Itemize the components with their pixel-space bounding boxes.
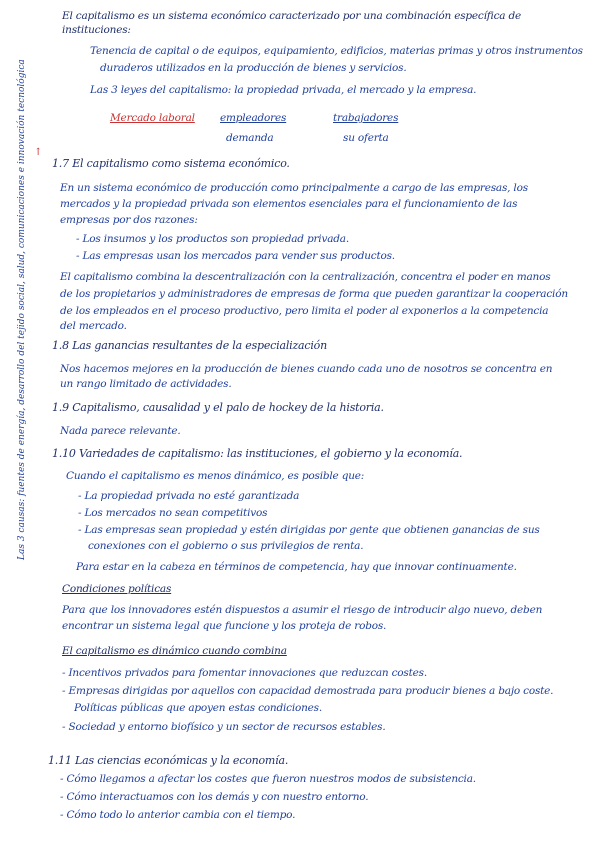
- bullet-line: - Cómo interactuamos con los demás y con nuestro entorno.: [60, 791, 369, 803]
- text-line: Políticas públicas que apoyen estas condiciones.: [74, 702, 323, 714]
- bullet-line: conexiones con el gobierno o sus privilegios de renta.: [88, 540, 364, 552]
- text-line: Para estar en la cabeza en términos de competencia, hay que innovar continuamente.: [76, 561, 517, 573]
- text-line: mercados y la propiedad privada son elementos esenciales para el funcionamiento de las: [60, 198, 518, 210]
- bullet-line: - Cómo llegamos a afectar los costes que fueron nuestros modos de subsistencia.: [60, 773, 476, 785]
- text-line: de los propietarios y administradores de empresas de forma que pueden garantizar la cooperación: [60, 288, 568, 300]
- workers-label: trabajadores: [333, 112, 399, 124]
- section-heading: 1.8 Las ganancias resultantes de la especialización: [52, 339, 327, 352]
- subheading: Condiciones políticas: [62, 583, 172, 595]
- section-heading: 1.11 Las ciencias económicas y la economía.: [48, 754, 289, 767]
- text-line: El capitalismo es un sistema económico caracterizado por una combinación específica de: [62, 10, 522, 22]
- employers-label: empleadores: [220, 112, 287, 124]
- text-line: Para que los innovadores estén dispuestos a asumir el riesgo de introducir algo nuevo, deben: [62, 604, 543, 616]
- text-line: Nos hacemos mejores en la producción de bienes cuando cada uno de nosotros se concentra en: [60, 363, 553, 375]
- bullet-line: - Incentivos privados para fomentar innovaciones que reduzcan costes.: [62, 667, 427, 679]
- text-line: Tenencia de capital o de equipos, equipamiento, edificios, materias primas y otros instrumentos: [90, 45, 583, 57]
- demand-label: demanda: [226, 132, 274, 144]
- bullet-line: - Cómo todo lo anterior cambia con el tiempo.: [60, 809, 296, 821]
- text-line: instituciones:: [62, 24, 131, 36]
- bullet-line: - Sociedad y entorno biofísico y un sector de recursos estables.: [62, 721, 386, 733]
- section-heading: 1.7 El capitalismo como sistema económico.: [52, 157, 290, 170]
- bullet-line: - Los mercados no sean competitivos: [78, 507, 268, 519]
- bullet-line: - La propiedad privada no esté garantizada: [78, 490, 300, 502]
- bullet-line: - Las empresas sean propiedad y estén dirigidas por gente que obtienen ganancias de sus: [78, 524, 540, 536]
- text-line: del mercado.: [60, 320, 127, 332]
- bullet-line: - Los insumos y los productos son propiedad privada.: [76, 233, 349, 245]
- section-heading: 1.9 Capitalismo, causalidad y el palo de hockey de la historia.: [52, 401, 384, 414]
- text-line: encontrar un sistema legal que funcione y los proteja de robos.: [62, 620, 387, 632]
- bullet-line: - Las empresas usan los mercados para vender sus productos.: [76, 250, 395, 262]
- mercado-laboral-label: Mercado laboral: [110, 112, 195, 124]
- margin-note: Las 3 causas: fuentes de energía, desarrollo del tejido social, salud, comunicaciones e innovación tecnológica: [17, 59, 27, 560]
- supply-label: su oferta: [343, 132, 389, 144]
- text-line: Las 3 leyes del capitalismo: la propiedad privada, el mercado y la empresa.: [90, 84, 477, 96]
- subheading: El capitalismo es dinámico cuando combina: [62, 645, 287, 657]
- bullet-line: - Empresas dirigidas por aquellos con capacidad demostrada para producir bienes a bajo coste.: [62, 685, 554, 697]
- text-line: Nada parece relevante.: [60, 425, 181, 437]
- text-line: empresas por dos razones:: [60, 214, 198, 226]
- text-line: duraderos utilizados en la producción de bienes y servicios.: [100, 62, 407, 74]
- section-heading: 1.10 Variedades de capitalismo: las instituciones, el gobierno y la economía.: [52, 447, 463, 460]
- text-line: un rango limitado de actividades.: [60, 378, 232, 390]
- text-line: de los empleados en el proceso productivo, pero limita el poder al exponerlos a la competencia: [60, 305, 549, 317]
- text-line: Cuando el capitalismo es menos dinámico, es posible que:: [66, 470, 365, 482]
- text-line: El capitalismo combina la descentralización con la centralización, concentra el poder en manos: [60, 271, 551, 283]
- text-line: En un sistema económico de producción como principalmente a cargo de las empresas, los: [60, 182, 528, 194]
- red-tick-mark: ↑: [34, 147, 43, 158]
